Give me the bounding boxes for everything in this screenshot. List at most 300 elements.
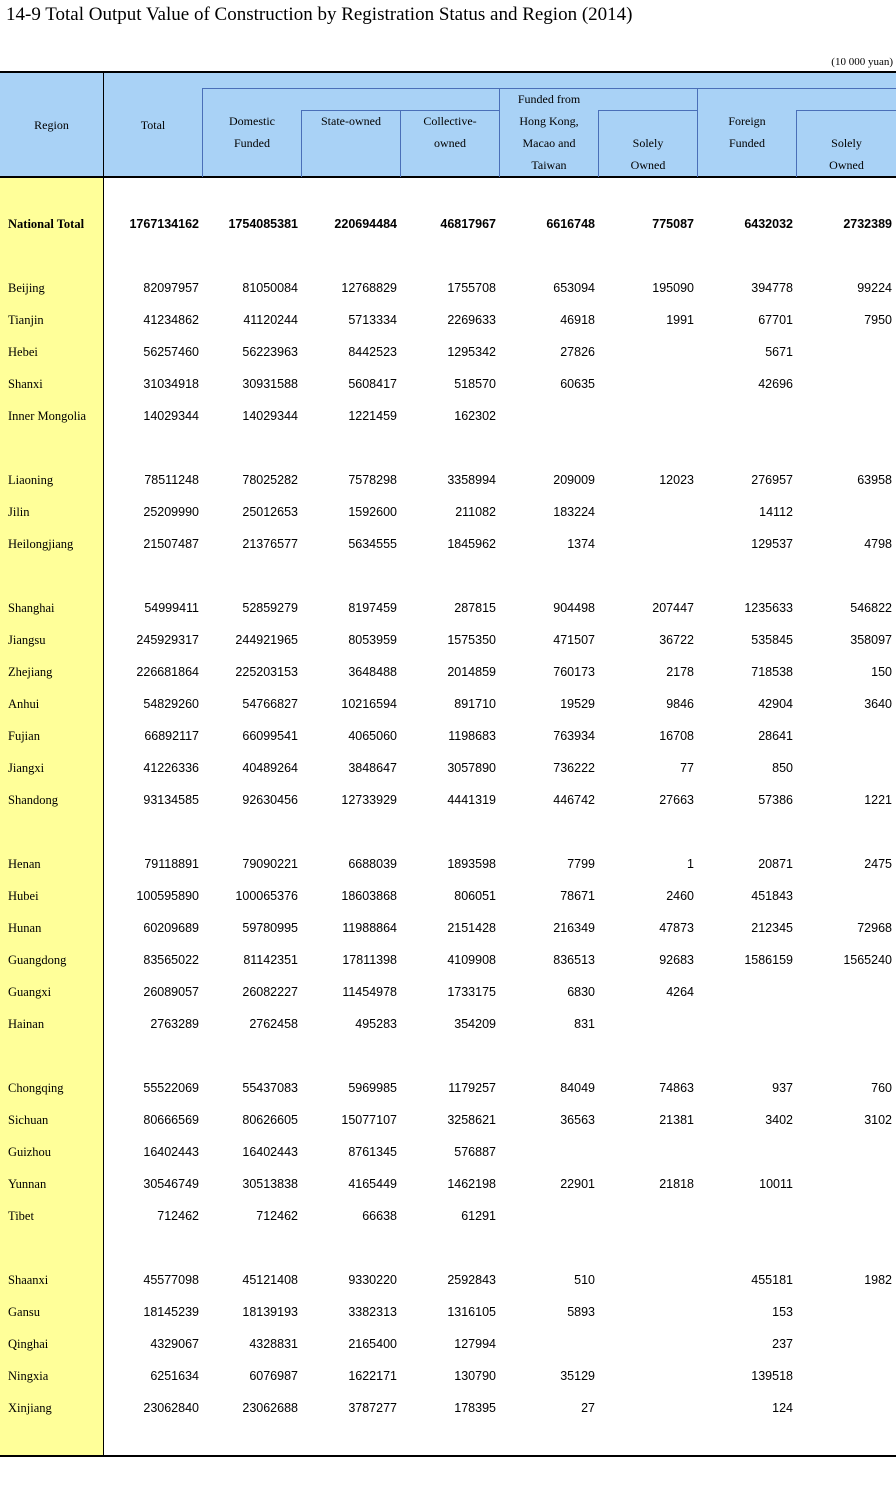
table-cell: 35129 — [560, 1369, 595, 1383]
table-row-label: Sichuan — [8, 1113, 49, 1127]
region-column — [0, 177, 103, 1455]
table-cell: 100065376 — [235, 889, 298, 903]
table-row-label: Zhejiang — [8, 665, 53, 679]
table-cell: 21507487 — [143, 537, 199, 551]
table-cell: 836513 — [553, 953, 595, 967]
table-cell: 3640 — [864, 697, 892, 711]
table-cell: 15077107 — [341, 1113, 397, 1127]
table-cell: 78671 — [560, 889, 595, 903]
page-title: 14-9 Total Output Value of Construction by Registration Status and Region (2014) — [6, 4, 633, 25]
table-cell: 20871 — [758, 857, 793, 871]
table-cell: 36722 — [659, 633, 694, 647]
table-cell: 209009 — [553, 473, 595, 487]
table-cell — [796, 504, 892, 520]
table-cell: 1235633 — [744, 601, 793, 615]
table-cell — [599, 536, 694, 552]
table-cell: 41226336 — [143, 761, 199, 775]
table-cell: 1374 — [567, 537, 595, 551]
table-cell — [698, 1208, 793, 1224]
table-cell: 11454978 — [342, 985, 397, 999]
table-cell: 17811398 — [342, 953, 397, 967]
table-row-label: Xinjiang — [8, 1401, 52, 1415]
table-cell: 2460 — [666, 889, 694, 903]
table-cell: 21381 — [659, 1113, 694, 1127]
table-cell — [599, 1016, 694, 1032]
table-cell: 2014859 — [447, 665, 496, 679]
table-row-label: Heilongjiang — [8, 537, 74, 551]
table-cell: 1462198 — [447, 1177, 496, 1191]
table-cell: 23062688 — [242, 1401, 298, 1415]
table-cell: 225203153 — [235, 665, 298, 679]
header-sub-rule-hmt — [598, 110, 697, 111]
table-cell: 30546749 — [143, 1177, 199, 1191]
table-cell: 9330220 — [348, 1273, 397, 1287]
table-cell: 3358994 — [447, 473, 496, 487]
table-cell: 55437083 — [242, 1081, 298, 1095]
table-cell: 4065060 — [348, 729, 397, 743]
table-cell — [796, 760, 892, 776]
table-cell: 3402 — [765, 1113, 793, 1127]
table-cell: 736222 — [553, 761, 595, 775]
table-bottom-rule — [0, 1455, 896, 1457]
table-cell: 358097 — [850, 633, 892, 647]
table-cell: 77 — [680, 761, 694, 775]
table-cell — [796, 1368, 892, 1384]
table-row-label: Jiangsu — [8, 633, 46, 647]
table-cell: 124 — [772, 1401, 793, 1415]
table-cell: 7950 — [864, 313, 892, 327]
table-cell: 79118891 — [144, 857, 199, 871]
table-cell: 7799 — [567, 857, 595, 871]
table-cell: 1179257 — [448, 1081, 496, 1095]
table-cell: 36563 — [560, 1113, 595, 1127]
table-cell: 183224 — [553, 505, 595, 519]
table-cell: 510 — [574, 1273, 595, 1287]
table-row-label: Shanghai — [8, 601, 55, 615]
table-cell: 67701 — [758, 313, 793, 327]
header-state-owned: State-owned — [321, 114, 381, 128]
table-cell: 5671 — [765, 345, 793, 359]
table-cell: 8197459 — [348, 601, 397, 615]
table-cell: 83565022 — [143, 953, 199, 967]
table-cell: 1755708 — [447, 281, 496, 295]
table-cell: 8442523 — [348, 345, 397, 359]
table-cell: 18603868 — [341, 889, 397, 903]
table-cell — [796, 1400, 892, 1416]
table-cell: 41120244 — [243, 313, 298, 327]
table-row-label: Inner Mongolia — [8, 409, 87, 423]
national-total-row-label: National Total — [8, 217, 85, 231]
table-cell: 4165449 — [348, 1177, 397, 1191]
table-cell: 162302 — [454, 409, 496, 423]
table-cell: 60209689 — [143, 921, 199, 935]
table-cell: 66638 — [362, 1209, 397, 1223]
table-cell: 40489264 — [242, 761, 298, 775]
table-cell: 237 — [772, 1337, 793, 1351]
table-cell: 26082227 — [242, 985, 298, 999]
table-cell: 82097957 — [143, 281, 199, 295]
table-cell: 55522069 — [143, 1081, 199, 1095]
table-cell: 446742 — [553, 793, 595, 807]
table-cell: 354209 — [454, 1017, 496, 1031]
table-row-label: Jilin — [8, 505, 30, 519]
table-cell: 1845962 — [447, 537, 496, 551]
table-cell — [698, 408, 793, 424]
table-cell: 12733929 — [341, 793, 397, 807]
table-row-label: Hunan — [8, 921, 42, 935]
table-cell: 712462 — [157, 1209, 199, 1223]
table-cell: 14029344 — [143, 409, 199, 423]
table-cell — [796, 344, 892, 360]
table-cell: 81050084 — [242, 281, 298, 295]
table-cell: 1586159 — [744, 953, 793, 967]
table-cell: 153 — [772, 1305, 793, 1319]
header-hmt-solely-owned: Solely Owned — [630, 136, 666, 172]
table-cell: 1198683 — [448, 729, 496, 743]
table-cell: 5634555 — [348, 537, 397, 551]
table-cell: 1893598 — [447, 857, 496, 871]
table-cell: 27826 — [560, 345, 595, 359]
table-cell: 891710 — [454, 697, 496, 711]
table-row-label: Beijing — [8, 281, 45, 295]
table-cell: 6688039 — [348, 857, 397, 871]
table-cell: 92683 — [659, 953, 694, 967]
table-cell: 52859279 — [242, 601, 298, 615]
table-cell: 937 — [772, 1081, 793, 1095]
table-cell — [796, 1176, 892, 1192]
table-cell: 27663 — [659, 793, 694, 807]
table-cell — [796, 888, 892, 904]
table-cell: 72968 — [857, 921, 892, 935]
table-cell: 4264 — [666, 985, 694, 999]
table-cell: 518570 — [454, 377, 496, 391]
table-cell: 26089057 — [143, 985, 199, 999]
table-cell: 54766827 — [242, 697, 298, 711]
table-cell: 42696 — [758, 377, 793, 391]
table-cell: 3848647 — [348, 761, 397, 775]
table-cell: 276957 — [751, 473, 793, 487]
table-cell — [599, 1208, 694, 1224]
table-cell: 61291 — [461, 1209, 496, 1223]
table-cell: 18139193 — [242, 1305, 298, 1319]
table-cell: 16708 — [659, 729, 694, 743]
table-cell — [796, 408, 892, 424]
table-cell: 760 — [871, 1081, 892, 1095]
table-cell: 14029344 — [242, 409, 298, 423]
table-cell: 10216594 — [341, 697, 397, 711]
table-cell: 535845 — [751, 633, 793, 647]
table-cell: 45577098 — [143, 1273, 199, 1287]
table-row-label: Anhui — [8, 697, 40, 711]
table-cell — [599, 1368, 694, 1384]
table-cell: 11988864 — [342, 921, 397, 935]
table-cell: 1221459 — [348, 409, 397, 423]
table-row-label: Shaanxi — [8, 1273, 49, 1287]
table-cell: 1622171 — [348, 1369, 397, 1383]
table-cell: 81142351 — [243, 953, 298, 967]
table-row-label: Guangdong — [8, 953, 67, 967]
table-cell: 14112 — [759, 505, 793, 519]
table-cell — [796, 1336, 892, 1352]
table-cell: 28641 — [758, 729, 793, 743]
table-cell: 775087 — [652, 217, 694, 231]
table-cell: 25209990 — [143, 505, 199, 519]
table-cell: 1575350 — [447, 633, 496, 647]
table-cell — [500, 1144, 595, 1160]
table-row-label: Yunnan — [8, 1177, 47, 1191]
table-cell: 394778 — [751, 281, 793, 295]
table-cell: 12768829 — [341, 281, 397, 295]
table-cell: 6251634 — [150, 1369, 199, 1383]
table-cell — [599, 1144, 694, 1160]
table-cell: 1767134162 — [129, 217, 199, 231]
table-cell: 22901 — [560, 1177, 595, 1191]
table-cell: 66099541 — [242, 729, 298, 743]
table-cell: 21376577 — [242, 537, 298, 551]
table-cell: 16402443 — [143, 1145, 199, 1159]
header-hmt-funded: Funded from Hong Kong, Macao and Taiwan — [517, 92, 581, 172]
table-cell: 4798 — [864, 537, 892, 551]
table-cell — [599, 1272, 694, 1288]
table-cell: 79090221 — [242, 857, 298, 871]
table-cell: 178395 — [454, 1401, 496, 1415]
table-cell: 904498 — [553, 601, 595, 615]
table-cell: 220694484 — [334, 217, 397, 231]
table-cell: 25012653 — [242, 505, 298, 519]
table-cell: 2178 — [666, 665, 694, 679]
table-cell: 2151428 — [447, 921, 496, 935]
table-cell — [599, 344, 694, 360]
table-cell: 60635 — [560, 377, 595, 391]
table-cell — [500, 1208, 595, 1224]
table-cell: 45121408 — [242, 1273, 298, 1287]
table-cell: 211082 — [455, 505, 496, 519]
table-row-label: Shandong — [8, 793, 58, 807]
table-cell: 1982 — [864, 1273, 892, 1287]
table-cell: 59780995 — [242, 921, 298, 935]
table-row-label: Chongqing — [8, 1081, 64, 1095]
table-cell: 718538 — [751, 665, 793, 679]
table-cell — [599, 376, 694, 392]
table-cell: 5608417 — [348, 377, 397, 391]
table-cell: 850 — [772, 761, 793, 775]
table-cell: 5969985 — [348, 1081, 397, 1095]
table-cell: 46817967 — [440, 217, 496, 231]
table-cell — [698, 984, 793, 1000]
header-foreign-funded: Foreign Funded — [728, 114, 766, 150]
table-cell: 3382313 — [348, 1305, 397, 1319]
table-cell: 1565240 — [843, 953, 892, 967]
table-cell: 54999411 — [144, 601, 199, 615]
table-cell: 3787277 — [348, 1401, 397, 1415]
table-cell — [500, 1336, 595, 1352]
table-cell: 216349 — [553, 921, 595, 935]
table-cell — [796, 1208, 892, 1224]
table-row-label: Hubei — [8, 889, 39, 903]
table-cell: 576887 — [454, 1145, 496, 1159]
table-cell: 5713334 — [348, 313, 397, 327]
table-row-label: Qinghai — [8, 1337, 49, 1351]
table-cell: 92630456 — [242, 793, 298, 807]
table-row-label: Tianjin — [8, 313, 44, 327]
table-cell: 3648488 — [348, 665, 397, 679]
table-cell: 212345 — [751, 921, 793, 935]
table-cell: 19529 — [560, 697, 595, 711]
table-row-label: Guangxi — [8, 985, 52, 999]
table-row-label: Gansu — [8, 1305, 40, 1319]
table-cell: 1221 — [864, 793, 892, 807]
table-cell: 4109908 — [447, 953, 496, 967]
table-cell: 18145239 — [143, 1305, 199, 1319]
table-cell: 10011 — [759, 1177, 793, 1191]
table-cell: 471507 — [553, 633, 595, 647]
table-cell: 3258621 — [447, 1113, 496, 1127]
table-cell: 1754085381 — [228, 217, 298, 231]
table-cell: 806051 — [454, 889, 496, 903]
table-cell: 2269633 — [447, 313, 496, 327]
table-cell: 546822 — [850, 601, 892, 615]
table-cell: 1733175 — [447, 985, 496, 999]
table-cell: 495283 — [355, 1017, 397, 1031]
table-cell — [599, 1304, 694, 1320]
table-cell: 455181 — [751, 1273, 793, 1287]
table-cell: 3057890 — [447, 761, 496, 775]
table-cell: 9846 — [666, 697, 694, 711]
table-cell: 56223963 — [242, 345, 298, 359]
table-cell: 78025282 — [242, 473, 298, 487]
table-cell: 2732389 — [843, 217, 892, 231]
table-cell — [599, 1400, 694, 1416]
table-cell — [599, 504, 694, 520]
table-cell: 139518 — [751, 1369, 793, 1383]
table-cell: 78511248 — [144, 473, 199, 487]
table-cell: 2762458 — [249, 1017, 298, 1031]
table-cell: 760173 — [553, 665, 595, 679]
header-collective-owned: Collective- owned — [423, 114, 477, 150]
table-cell: 1316105 — [447, 1305, 496, 1319]
table-cell: 23062840 — [143, 1401, 199, 1415]
table-cell: 21818 — [659, 1177, 694, 1191]
table-cell: 127994 — [454, 1337, 496, 1351]
table-cell — [698, 1144, 793, 1160]
table-row-label: Guizhou — [8, 1145, 52, 1159]
table-row-label: Ningxia — [8, 1369, 49, 1383]
table-cell: 42904 — [758, 697, 793, 711]
table-row-label: Tibet — [8, 1209, 34, 1223]
table-row-label: Shanxi — [8, 377, 43, 391]
table-cell: 63958 — [857, 473, 892, 487]
table-cell — [796, 1304, 892, 1320]
table-cell: 207447 — [652, 601, 694, 615]
table-cell: 8761345 — [348, 1145, 397, 1159]
table-cell: 74863 — [659, 1081, 694, 1095]
table-cell: 30931588 — [242, 377, 298, 391]
table-cell: 2763289 — [150, 1017, 199, 1031]
table-cell: 100595890 — [136, 889, 199, 903]
table-row-label: Jiangxi — [8, 761, 45, 775]
table-cell: 16402443 — [242, 1145, 298, 1159]
table-cell: 2592843 — [447, 1273, 496, 1287]
header-domestic: Domestic Funded — [229, 114, 275, 150]
header-total: Total — [140, 117, 166, 132]
table-cell: 451843 — [751, 889, 793, 903]
table-cell: 195090 — [652, 281, 694, 295]
table-cell: 99224 — [857, 281, 892, 295]
table-cell: 8053959 — [348, 633, 397, 647]
table-cell — [796, 1144, 892, 1160]
table-cell: 56257460 — [143, 345, 199, 359]
table-row-label: Henan — [8, 857, 41, 871]
table-cell: 130790 — [454, 1369, 496, 1383]
table-row-label: Liaoning — [8, 473, 54, 487]
table-cell: 5893 — [567, 1305, 595, 1319]
table-cell: 129537 — [751, 537, 793, 551]
table-cell: 150 — [871, 665, 892, 679]
table-cell: 712462 — [256, 1209, 298, 1223]
table-cell: 4329067 — [150, 1337, 199, 1351]
table-cell: 7578298 — [348, 473, 397, 487]
table-cell: 2475 — [864, 857, 892, 871]
table-cell: 287815 — [454, 601, 496, 615]
header-region: Region — [34, 117, 69, 132]
table-cell: 653094 — [553, 281, 595, 295]
table-cell: 6830 — [567, 985, 595, 999]
table-cell — [796, 984, 892, 1000]
table-cell — [698, 1016, 793, 1032]
table-cell: 80666569 — [143, 1113, 199, 1127]
table-cell — [500, 408, 595, 424]
table-cell: 4328831 — [249, 1337, 298, 1351]
header-bottom-rule — [0, 176, 896, 178]
table-row-label: Hainan — [8, 1017, 45, 1031]
table-cell: 1 — [687, 857, 694, 871]
table-cell: 1592600 — [348, 505, 397, 519]
table-cell: 6616748 — [546, 217, 595, 231]
table-cell: 54829260 — [143, 697, 199, 711]
table-cell: 46918 — [560, 313, 595, 327]
table-cell: 27 — [581, 1401, 595, 1415]
table-cell: 1991 — [666, 313, 694, 327]
table-cell: 245929317 — [136, 633, 199, 647]
table-cell: 2165400 — [348, 1337, 397, 1351]
table-cell: 6076987 — [249, 1369, 298, 1383]
table-cell — [599, 1336, 694, 1352]
table-cell: 12023 — [659, 473, 694, 487]
table-cell: 57386 — [758, 793, 793, 807]
table-cell: 30513838 — [242, 1177, 298, 1191]
table-cell: 41234862 — [143, 313, 199, 327]
table-cell: 1295342 — [447, 345, 496, 359]
table-cell — [599, 408, 694, 424]
table-cell: 47873 — [659, 921, 694, 935]
table-cell: 66892117 — [144, 729, 199, 743]
table-cell: 93134585 — [143, 793, 199, 807]
table-cell — [796, 728, 892, 744]
header-sub-rule-foreign — [796, 110, 896, 111]
table-cell — [796, 1016, 892, 1032]
table-cell: 3102 — [864, 1113, 892, 1127]
table-cell: 4441319 — [447, 793, 496, 807]
table-row-label: Hebei — [8, 345, 38, 359]
table-cell: 226681864 — [136, 665, 199, 679]
header-foreign-solely-owned: Solely Owned — [829, 136, 864, 172]
table-cell: 6432032 — [744, 217, 793, 231]
table-row-label: Fujian — [8, 729, 40, 743]
table-cell: 31034918 — [143, 377, 199, 391]
unit-label: (10 000 yuan) — [831, 56, 893, 68]
table-cell: 84049 — [560, 1081, 595, 1095]
table-cell: 80626605 — [242, 1113, 298, 1127]
